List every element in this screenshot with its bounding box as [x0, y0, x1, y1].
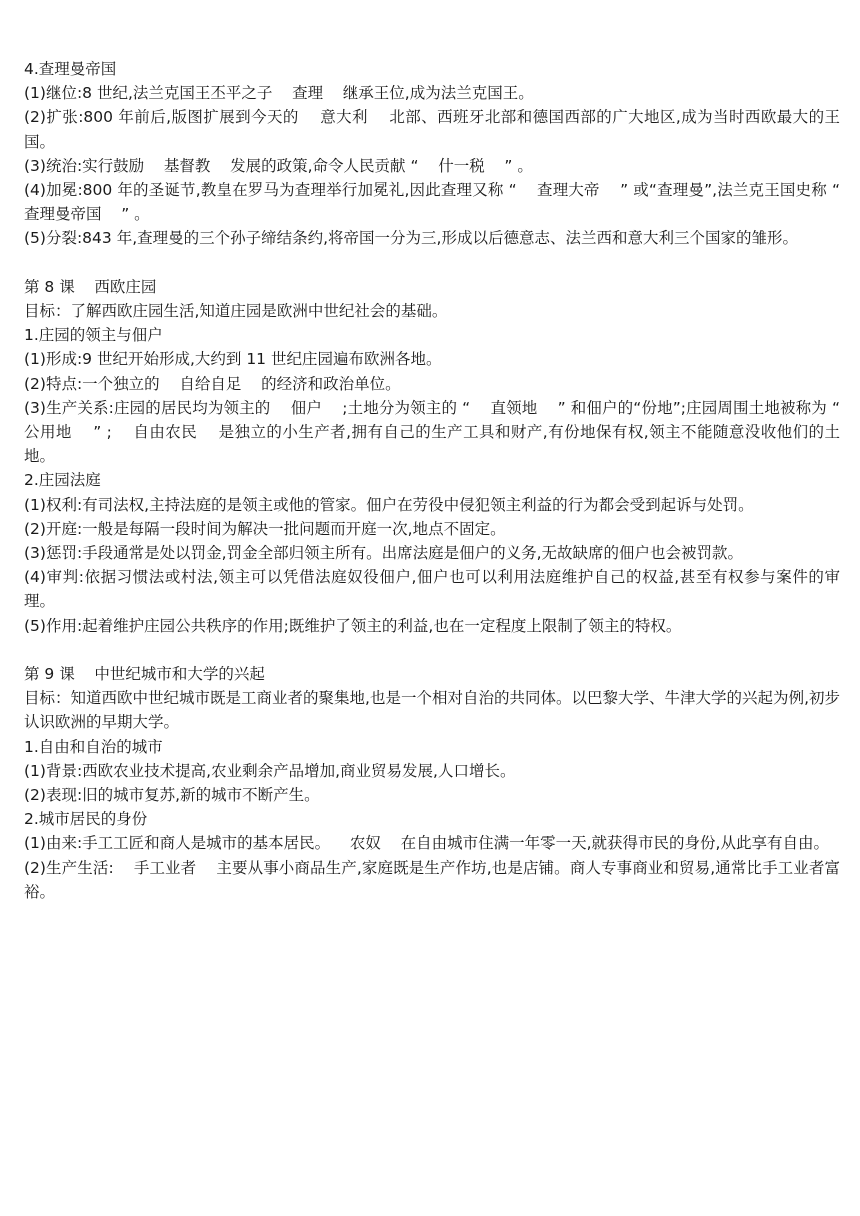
paragraph-features: (2)特点:一个独立的 自给自足 的经济和政治单位。	[24, 374, 401, 393]
paragraph-production-life: (2)生产生活: 手工业者 主要从事小商品生产,家庭既是生产作坊,也是店铺。商人专事商业和贸易,通常比手工业者富裕。	[24, 858, 840, 901]
paragraph-rule: (3)统治:实行鼓励 基督教 发展的政策,命令人民贡献 “ 什一税 ” 。	[24, 156, 533, 175]
paragraph-trial: (4)审判:依据习惯法或村法,领主可以凭借法庭奴役佃户,佃户也可以利用法庭维护自己的权益,甚至有权参与案件的审理。	[24, 568, 840, 611]
blank-line	[24, 638, 840, 662]
subheading-lords-tenants: 1.庄园的领主与佃户	[24, 326, 163, 345]
paragraph-manifestation: (2)表现:旧的城市复苏,新的城市不断产生。	[24, 786, 320, 805]
blank-line	[24, 251, 840, 275]
paragraph-background: (1)背景:西欧农业技术提高,农业剩余产品增加,商业贸易发展,人口增长。	[24, 761, 516, 780]
document-page	[24, 57, 860, 904]
paragraph-formation: (1)形成:9 世纪开始形成,大约到 11 世纪庄园遍布欧洲各地。	[24, 350, 442, 369]
paragraph-expansion: (2)扩张:800 年前后,版图扩展到今天的 意大利 北部、西班牙北部和德国西部的广大地区,成为当时西欧最大的王国。	[24, 108, 840, 151]
paragraph-origin: (1)由来:手工工匠和商人是城市的基本居民。 农奴 在自由城市住满一年零一天,就获得市民的身份,从此享有自由。	[24, 834, 829, 853]
paragraph-function: (5)作用:起着维护庄园公共秩序的作用;既维护了领主的利益,也在一定程度上限制了领主的特权。	[24, 616, 682, 635]
section-heading-charlemagne-empire: 4.查理曼帝国	[24, 60, 117, 78]
lesson-goal-8: 目标：了解西欧庄园生活,知道庄园是欧洲中世纪社会的基础。	[24, 302, 448, 321]
subheading-manor-court: 2.庄园法庭	[24, 471, 101, 490]
subheading-free-cities: 1.自由和自治的城市	[24, 737, 163, 756]
paragraph-sessions: (2)开庭:一般是每隔一段时间为解决一批问题而开庭一次,地点不固定。	[24, 519, 506, 538]
subheading-citizen-status: 2.城市居民的身份	[24, 810, 148, 829]
paragraph-division: (5)分裂:843 年,查理曼的三个孙子缔结条约,将帝国一分为三,形成以后德意志、法兰西和意大利三个国家的雏形。	[24, 229, 798, 248]
paragraph-rights: (1)权利:有司法权,主持法庭的是领主或他的管家。佃户在劳役中侵犯领主利益的行为都会受到起诉与处罚。	[24, 495, 754, 514]
lesson-title-9: 第 9 课 中世纪城市和大学的兴起	[24, 665, 265, 684]
lesson-title-8: 第 8 课 西欧庄园	[24, 277, 157, 296]
paragraph-punishment: (3)惩罚:手段通常是处以罚金,罚金全部归领主所有。出席法庭是佃户的义务,无故缺席的佃户也会被罚款。	[24, 544, 744, 563]
paragraph-succession: (1)继位:8 世纪,法兰克国王丕平之子 查理 继承王位,成为法兰克国王。	[24, 84, 534, 103]
lesson-goal-9: 目标：知道西欧中世纪城市既是工商业者的聚集地,也是一个相对自治的共同体。以巴黎大学、牛津大学的兴起为例,初步认识欧洲的早期大学。	[24, 689, 840, 732]
paragraph-coronation: (4)加冕:800 年的圣诞节,教皇在罗马为查理举行加冕礼,因此查理又称 “ 查理大帝 ” 或“查理曼”,法兰克王国史称 “ 查理曼帝国 ” 。	[24, 181, 860, 224]
paragraph-production-relations: (3)生产关系:庄园的居民均为领主的 佃户 ;土地分为领主的 “ 直领地 ” 和佃户的“份地”;庄园周围土地被称为 “ 公用地 ” ; 自由农民 是独立的小生产者,拥有自己的生产工具和财产,有份地保有权,领主不能随意没收他们的土地。	[24, 398, 860, 466]
